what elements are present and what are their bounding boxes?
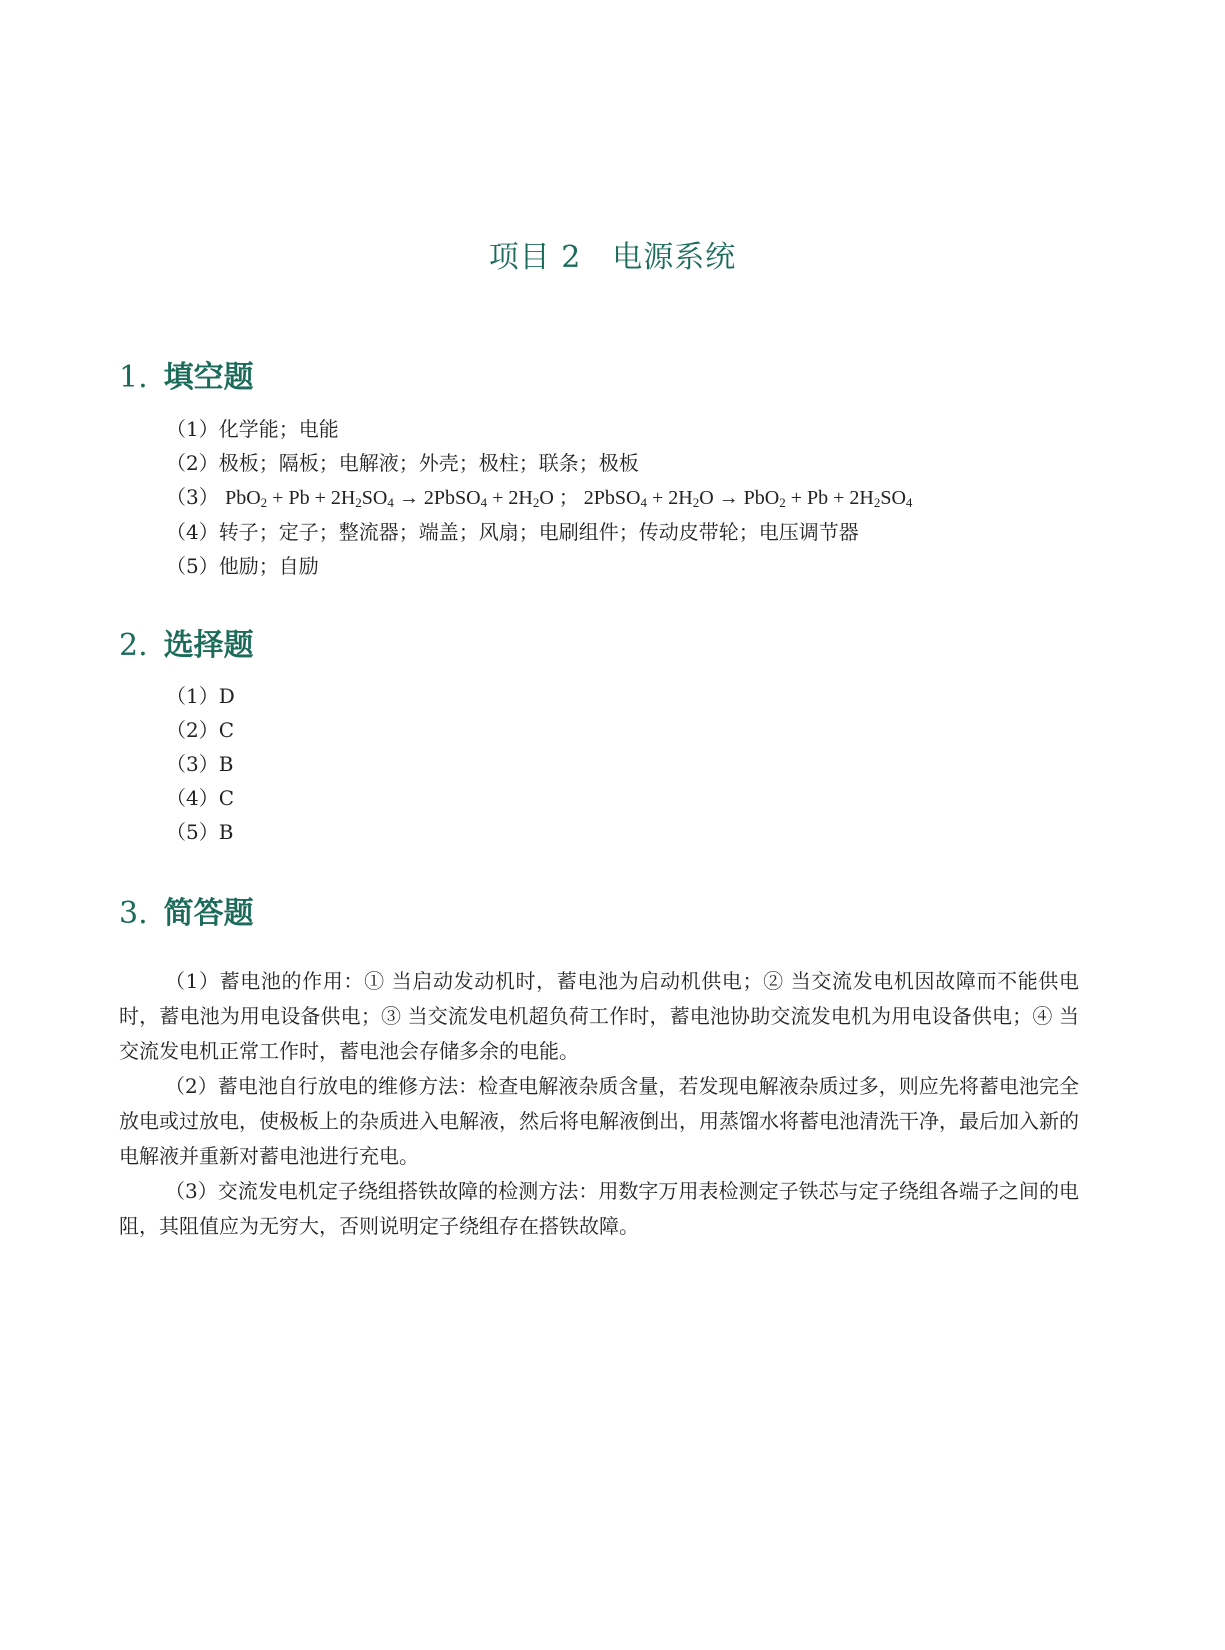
section-number: 3.	[119, 896, 148, 931]
answer-item: （5）B	[166, 820, 234, 844]
section-title: 简答题	[163, 896, 254, 931]
section-number: 2.	[119, 628, 148, 663]
multiple-choice-answer-list	[166, 679, 235, 849]
answer-item: （1）化学能；电能	[166, 417, 339, 441]
section-title: 填空题	[163, 360, 254, 395]
answer-item-formula	[166, 480, 912, 515]
answer-item: （4）C	[166, 786, 235, 810]
section-heading-multiple-choice	[119, 620, 254, 664]
section-heading-fill-in	[119, 352, 254, 396]
short-answer-body	[119, 964, 1079, 1244]
page-title: 项目 2 电源系统	[488, 240, 737, 275]
answer-number: （3）	[166, 485, 219, 509]
answer-item: （5）他励；自励	[166, 554, 319, 578]
answer-paragraph: （2）蓄电池自行放电的维修方法：检查电解液杂质含量，若发现电解液杂质过多，则应先将蓄电池完全放电或过放电，使极板上的杂质进入电解液，然后将电解液倒出，用蒸馏水将蓄电池清洗干净，最后加入新的电解液并重新对蓄电池进行充电。	[119, 1074, 1079, 1168]
fill-in-answer-list	[166, 412, 912, 583]
answer-item: （2）极板；隔板；电解液；外壳；极柱；联条；极板	[166, 451, 639, 475]
section-title: 选择题	[163, 628, 254, 663]
answer-paragraph: （1）蓄电池的作用：① 当启动发动机时，蓄电池为启动机供电；② 当交流发电机因故障而不能供电时，蓄电池为用电设备供电；③ 当交流发电机超负荷工作时，蓄电池协助交流发电机为用电设备供电；④ 当交流发电机正常工作时，蓄电池会存储多余的电能。	[119, 969, 1079, 1063]
answer-item: （3）B	[166, 752, 234, 776]
answer-item: （2）C	[166, 718, 235, 742]
answer-item: （1）D	[166, 684, 235, 708]
chemical-equation: $PbO_2 + Pb + 2H_2SO_4$ → 2PbSO$_4$ + $2H_2O$ ； 2PbSO$_4$ + $2H_2O \to PbO_2 + Pb + 2H_2SO_4$	[225, 487, 913, 510]
answer-paragraph: （3）交流发电机定子绕组搭铁故障的检测方法：用数字万用表检测定子铁芯与定子绕组各端子之间的电阻，其阻值应为无穷大，否则说明定子绕组存在搭铁故障。	[119, 1179, 1079, 1238]
section-number: 1.	[119, 360, 148, 395]
section-heading-short-answer	[119, 888, 254, 932]
answer-item: （4）转子；定子；整流器；端盖；风扇；电刷组件；传动皮带轮；电压调节器	[166, 520, 859, 544]
